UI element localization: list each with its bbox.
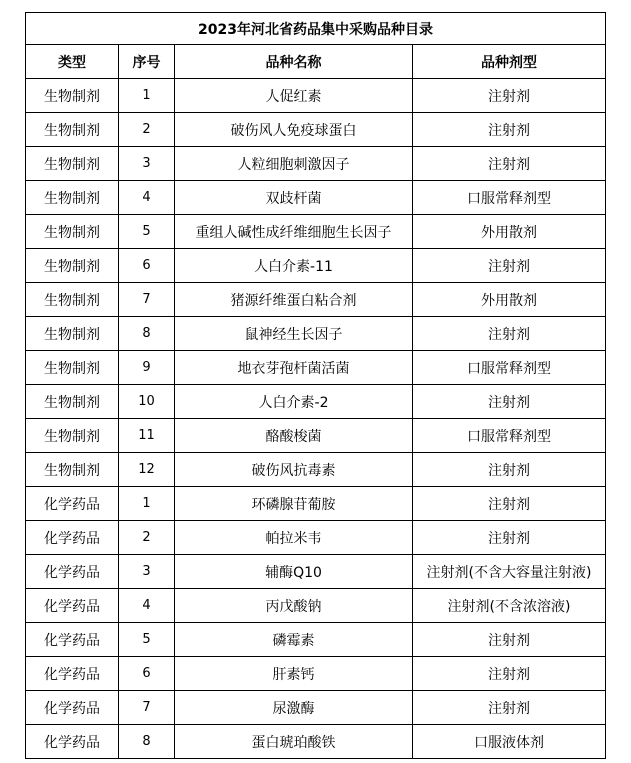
table-row [26,623,606,657]
title-row [26,13,606,45]
cell-type: 生物制剂 [26,113,119,147]
catalog-sheet [25,12,606,759]
cell-seq: 7 [119,283,175,317]
cell-seq: 6 [119,657,175,691]
header-type: 类型 [26,45,119,79]
cell-form: 注射剂 [413,521,606,555]
cell-seq: 5 [119,623,175,657]
cell-seq: 9 [119,351,175,385]
cell-seq: 7 [119,691,175,725]
cell-form: 注射剂 [413,317,606,351]
cell-form: 注射剂(不含大容量注射液) [413,555,606,589]
cell-name: 辅酶Q10 [175,555,413,589]
cell-type: 化学药品 [26,521,119,555]
cell-name: 重组人碱性成纤维细胞生长因子 [175,215,413,249]
cell-name: 帕拉米韦 [175,521,413,555]
header-form: 品种剂型 [413,45,606,79]
cell-type: 生物制剂 [26,419,119,453]
table-row [26,385,606,419]
cell-name: 破伤风人免疫球蛋白 [175,113,413,147]
cell-form: 注射剂 [413,79,606,113]
header-seq: 序号 [119,45,175,79]
cell-type: 生物制剂 [26,385,119,419]
cell-form: 注射剂 [413,113,606,147]
table-row [26,453,606,487]
cell-name: 猪源纤维蛋白粘合剂 [175,283,413,317]
table-row [26,79,606,113]
cell-form: 口服常释剂型 [413,419,606,453]
cell-form: 外用散剂 [413,215,606,249]
cell-form: 注射剂 [413,623,606,657]
cell-type: 生物制剂 [26,215,119,249]
cell-form: 注射剂 [413,657,606,691]
table-row [26,555,606,589]
cell-type: 化学药品 [26,691,119,725]
cell-type: 生物制剂 [26,317,119,351]
cell-seq: 12 [119,453,175,487]
cell-form: 口服常释剂型 [413,351,606,385]
cell-name: 丙戊酸钠 [175,589,413,623]
cell-type: 化学药品 [26,487,119,521]
cell-seq: 4 [119,589,175,623]
cell-seq: 3 [119,147,175,181]
cell-form: 口服液体剂 [413,725,606,759]
cell-type: 生物制剂 [26,351,119,385]
cell-seq: 10 [119,385,175,419]
cell-name: 肝素钙 [175,657,413,691]
cell-name: 地衣芽孢杆菌活菌 [175,351,413,385]
cell-type: 生物制剂 [26,181,119,215]
cell-name: 酪酸梭菌 [175,419,413,453]
table-row [26,113,606,147]
cell-seq: 3 [119,555,175,589]
catalog-table [25,12,606,759]
table-row [26,725,606,759]
table-row [26,419,606,453]
cell-seq: 6 [119,249,175,283]
table-row [26,657,606,691]
table-row [26,317,606,351]
table-row [26,351,606,385]
table-row [26,487,606,521]
cell-name: 环磷腺苷葡胺 [175,487,413,521]
cell-form: 注射剂 [413,453,606,487]
cell-name: 人粒细胞刺激因子 [175,147,413,181]
header-row [26,45,606,79]
cell-form: 注射剂 [413,385,606,419]
table-row [26,249,606,283]
table-row [26,521,606,555]
cell-name: 人白介素-2 [175,385,413,419]
table-row [26,215,606,249]
table-title: 2023年河北省药品集中采购品种目录 [26,13,606,45]
cell-seq: 2 [119,113,175,147]
table-row [26,283,606,317]
cell-seq: 8 [119,317,175,351]
table-row [26,589,606,623]
catalog-body [26,79,606,759]
header-name: 品种名称 [175,45,413,79]
cell-type: 化学药品 [26,623,119,657]
cell-form: 注射剂 [413,249,606,283]
cell-type: 生物制剂 [26,283,119,317]
cell-seq: 2 [119,521,175,555]
cell-name: 人白介素-11 [175,249,413,283]
cell-type: 化学药品 [26,657,119,691]
cell-name: 破伤风抗毒素 [175,453,413,487]
cell-seq: 1 [119,487,175,521]
cell-seq: 8 [119,725,175,759]
cell-form: 注射剂 [413,691,606,725]
cell-form: 注射剂 [413,147,606,181]
cell-seq: 4 [119,181,175,215]
cell-type: 化学药品 [26,589,119,623]
cell-type: 生物制剂 [26,147,119,181]
cell-form: 注射剂(不含浓溶液) [413,589,606,623]
cell-name: 蛋白琥珀酸铁 [175,725,413,759]
cell-name: 双歧杆菌 [175,181,413,215]
cell-name: 尿激酶 [175,691,413,725]
cell-seq: 1 [119,79,175,113]
cell-type: 生物制剂 [26,79,119,113]
cell-type: 生物制剂 [26,453,119,487]
cell-name: 鼠神经生长因子 [175,317,413,351]
table-row [26,181,606,215]
cell-name: 磷霉素 [175,623,413,657]
cell-name: 人促红素 [175,79,413,113]
cell-seq: 5 [119,215,175,249]
cell-form: 注射剂 [413,487,606,521]
table-row [26,691,606,725]
cell-form: 外用散剂 [413,283,606,317]
cell-type: 化学药品 [26,725,119,759]
table-row [26,147,606,181]
cell-type: 生物制剂 [26,249,119,283]
cell-type: 化学药品 [26,555,119,589]
cell-form: 口服常释剂型 [413,181,606,215]
cell-seq: 11 [119,419,175,453]
